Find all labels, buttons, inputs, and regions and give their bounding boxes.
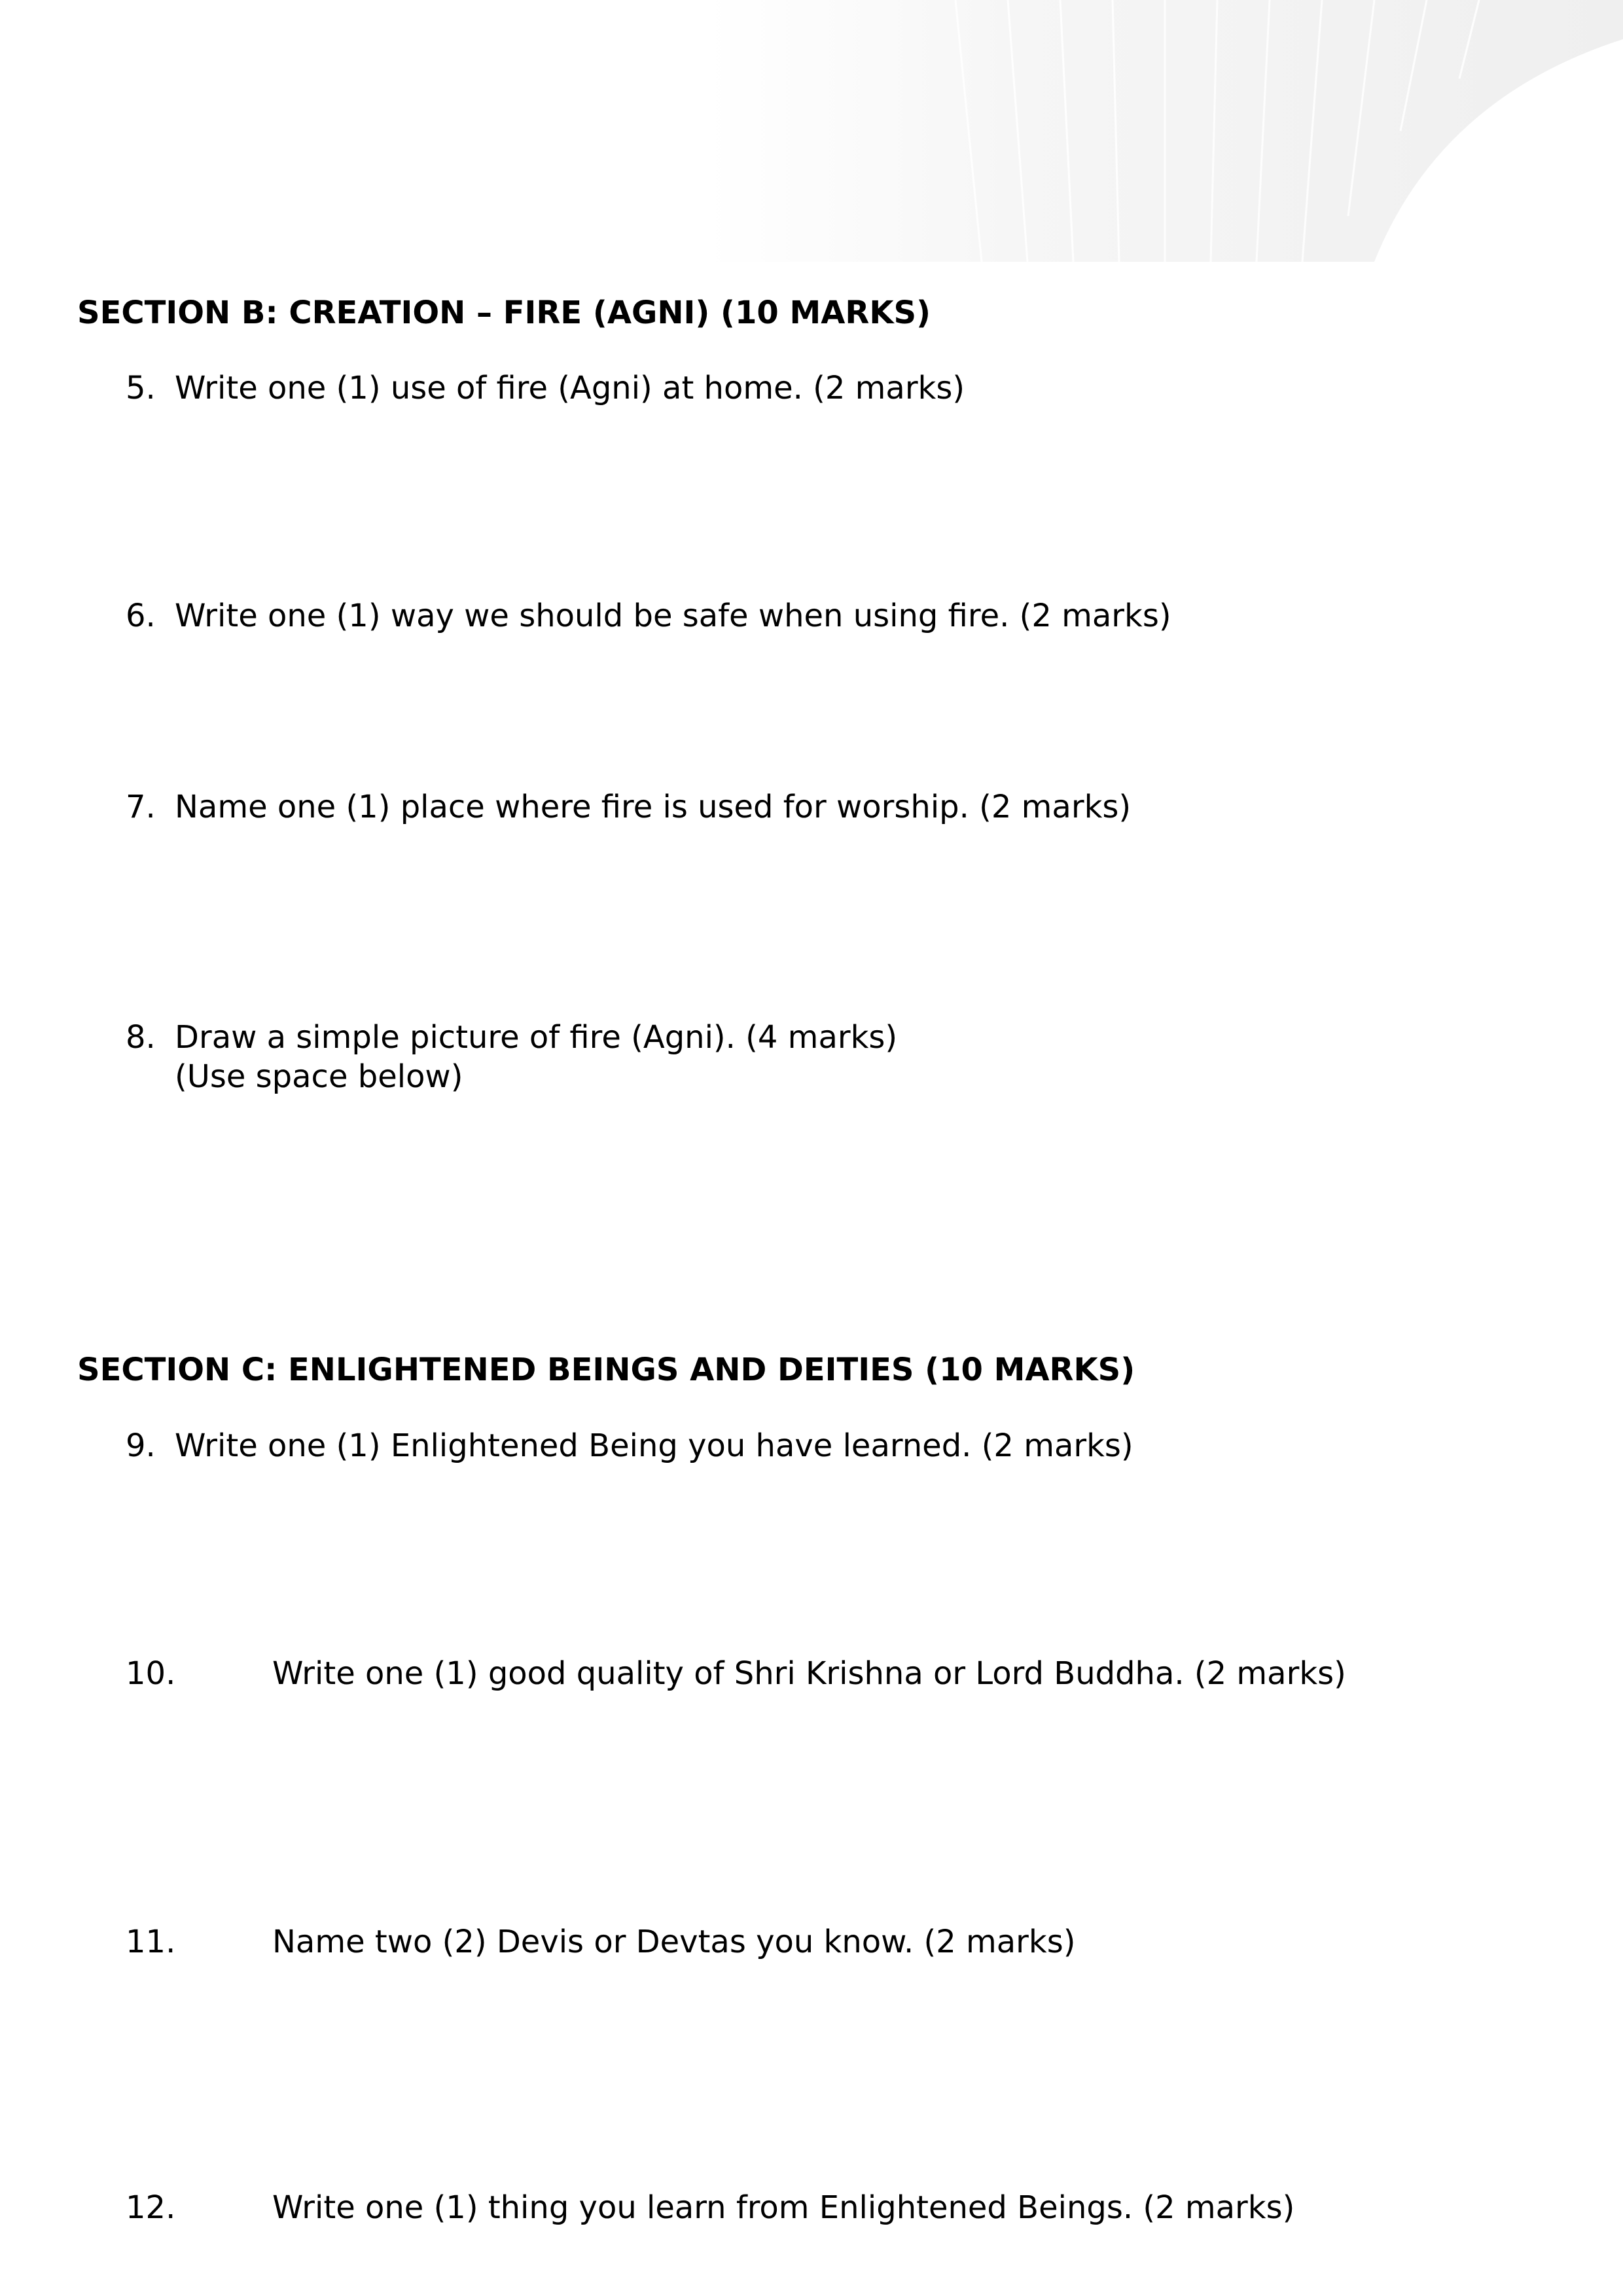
question-instruction: (Use space below) [175, 1058, 463, 1095]
question-text: Draw a simple picture of fire (Agni). (4 marks) [175, 1019, 898, 1056]
question-number: 10. [126, 1655, 176, 1692]
question-text: Write one (1) Enlightened Being you have learned. (2 marks) [175, 1427, 1133, 1464]
section-b-heading: SECTION B: CREATION – FIRE (AGNI) (10 MARKS) [77, 295, 931, 331]
question-number: 5. [126, 370, 156, 406]
question-text: Write one (1) thing you learn from Enlightened Beings. (2 marks) [272, 2189, 1295, 2226]
question-number: 8. [126, 1019, 156, 1056]
question-number: 6. [126, 598, 156, 634]
question-text: Write one (1) use of fire (Agni) at home. (2 marks) [175, 370, 965, 406]
question-number: 9. [126, 1427, 156, 1464]
question-number: 12. [126, 2189, 176, 2226]
question-number: 7. [126, 789, 156, 825]
question-text: Write one (1) good quality of Shri Krishna or Lord Buddha. (2 marks) [272, 1655, 1346, 1692]
header-watermark [707, 0, 1623, 262]
question-text: Name one (1) place where fire is used for worship. (2 marks) [175, 789, 1132, 825]
section-c-heading: SECTION C: ENLIGHTENED BEINGS AND DEITIES (10 MARKS) [77, 1352, 1135, 1388]
question-text: Name two (2) Devis or Devtas you know. (2 marks) [272, 1924, 1076, 1960]
question-number: 11. [126, 1924, 176, 1960]
question-text: Write one (1) way we should be safe when using fire. (2 marks) [175, 598, 1171, 634]
